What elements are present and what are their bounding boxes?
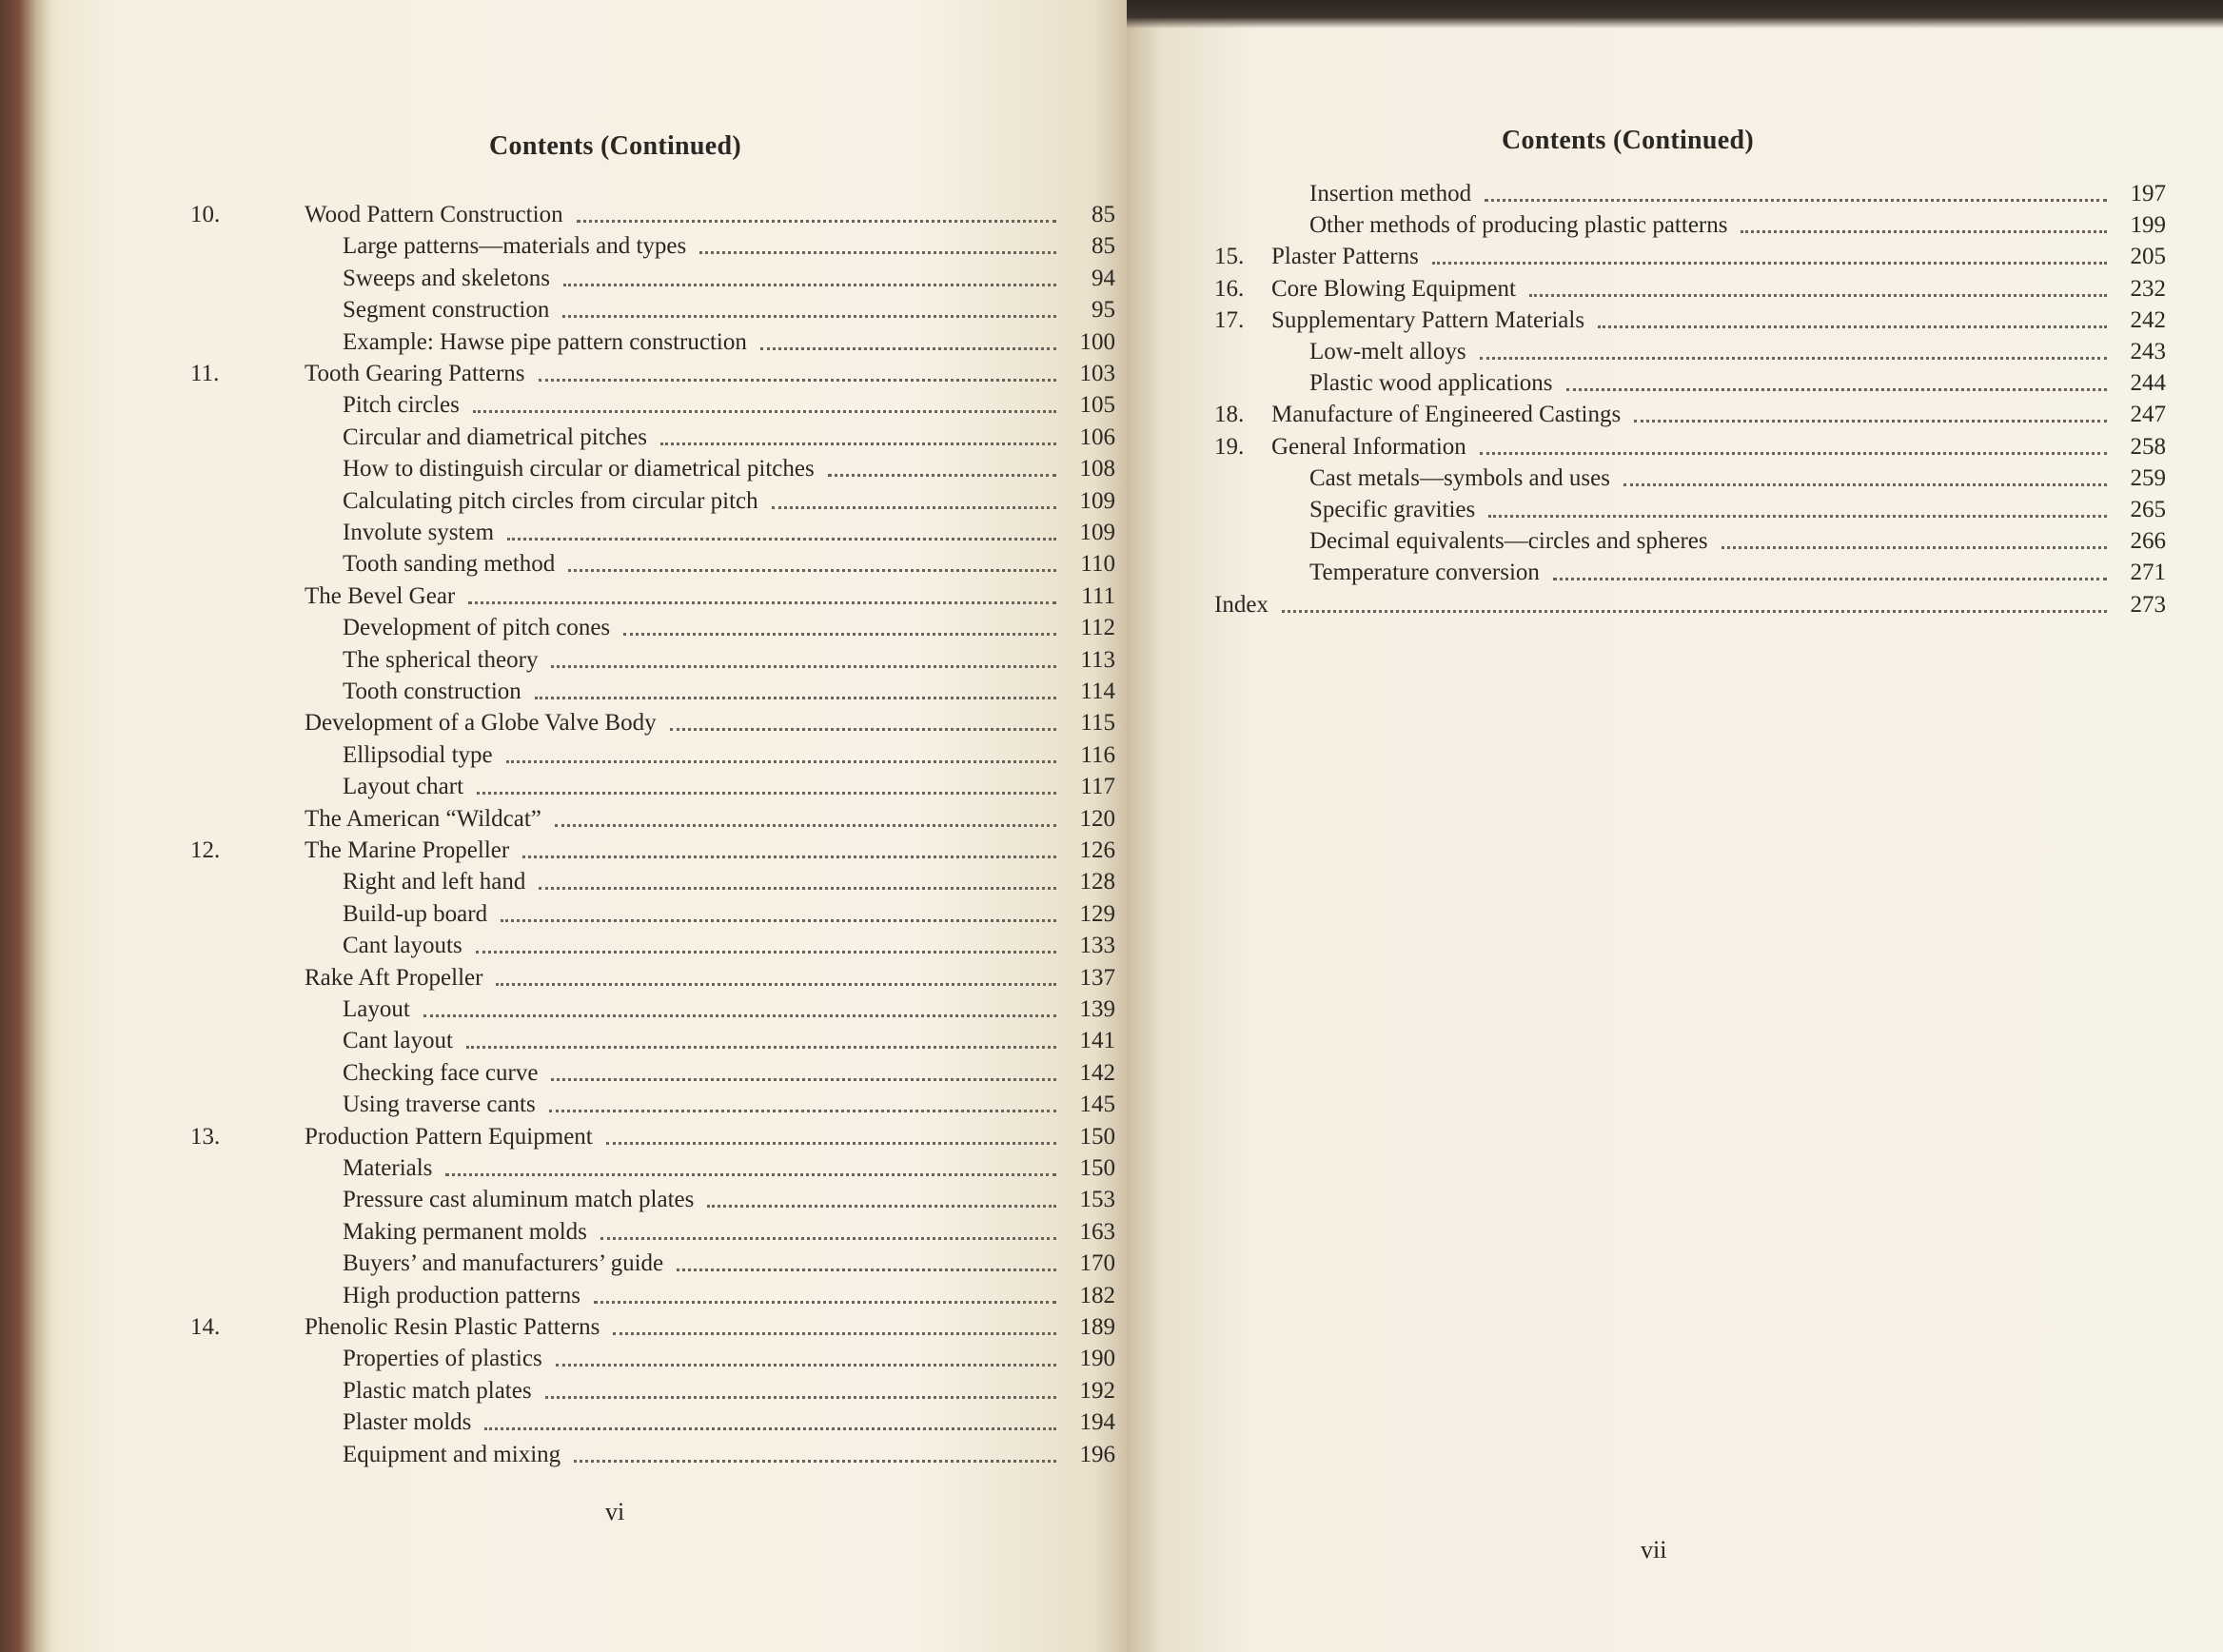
toc-entry — [1214, 240, 2166, 272]
toc-entry — [1214, 493, 2166, 525]
toc-entry — [1214, 335, 2166, 367]
dot-leader — [562, 315, 1056, 318]
toc-entry — [190, 484, 1115, 517]
page-ref: 205 — [2130, 244, 2166, 270]
toc-entry — [190, 1279, 1115, 1311]
toc-entry — [190, 961, 1115, 993]
page-ref: 133 — [1079, 933, 1115, 959]
page-ref: 112 — [1080, 615, 1115, 641]
dot-leader — [760, 347, 1056, 350]
page-ref: 115 — [1080, 710, 1115, 737]
page-ref: 94 — [1092, 265, 1115, 291]
dot-leader — [507, 538, 1056, 541]
section-title: Cast metals—symbols and uses — [1309, 464, 1610, 491]
toc-entry — [190, 643, 1115, 676]
dot-leader — [556, 1364, 1056, 1367]
toc-entry — [190, 229, 1115, 262]
page-ref: 243 — [2130, 339, 2166, 364]
dot-leader — [468, 601, 1056, 604]
right-page — [1127, 0, 2223, 1652]
toc-entry — [190, 770, 1115, 802]
toc-entry — [190, 611, 1115, 643]
toc-entry — [190, 1406, 1115, 1438]
page-ref: 128 — [1079, 869, 1115, 895]
dot-leader — [423, 1014, 1056, 1017]
dot-leader — [484, 1427, 1056, 1430]
page-ref: 145 — [1079, 1092, 1115, 1118]
section-title: Decimal equivalents—circles and spheres — [1309, 528, 1708, 555]
page-ref: 244 — [2130, 370, 2166, 397]
chapter-title: General Information — [1271, 433, 1466, 460]
toc-entry — [190, 675, 1115, 707]
dot-leader — [549, 1110, 1056, 1112]
book-edge — [0, 0, 53, 1652]
page-ref: 109 — [1079, 520, 1115, 545]
page-ref: 192 — [1079, 1377, 1115, 1404]
dot-leader — [699, 251, 1056, 254]
page-title: Contents (Continued) — [489, 131, 742, 161]
section-title: Sweeps and skeletons — [343, 265, 551, 291]
page-ref: 109 — [1079, 487, 1115, 514]
chapter-title: Plaster Patterns — [1271, 244, 1419, 270]
chapter-number: 12. — [190, 837, 221, 863]
page-ref: 103 — [1079, 361, 1115, 386]
chapter-number: 13. — [190, 1123, 221, 1150]
page-ref: 108 — [1079, 456, 1115, 482]
page-ref: 232 — [2130, 275, 2166, 302]
section-title: Making permanent molds — [343, 1218, 587, 1245]
section-title: Ellipsodial type — [343, 741, 493, 768]
section-title: Plaster molds — [343, 1409, 472, 1436]
dot-leader — [677, 1268, 1056, 1271]
toc-list — [190, 198, 1115, 1492]
chapter-number: 14. — [190, 1314, 221, 1340]
toc-entry — [190, 993, 1115, 1025]
toc-entry — [190, 897, 1115, 930]
page-ref: 242 — [2130, 306, 2166, 333]
toc-entry — [190, 1120, 1115, 1152]
dot-leader — [551, 665, 1056, 668]
dot-leader — [606, 1142, 1056, 1145]
page-ref: 150 — [1079, 1155, 1115, 1181]
section-title: Calculating pitch circles from circular pitch — [343, 487, 758, 514]
dot-leader — [445, 1173, 1056, 1176]
section-title: Equipment and mixing — [343, 1441, 561, 1467]
toc-entry — [190, 738, 1115, 771]
section-title: Low-melt alloys — [1309, 339, 1466, 364]
dot-leader — [1432, 262, 2107, 265]
page-ref: 271 — [2130, 560, 2166, 586]
toc-entry — [190, 1151, 1115, 1184]
chapter-number: 18. — [1214, 402, 1245, 428]
toc-entry — [190, 293, 1115, 325]
page-ref: 137 — [1079, 964, 1115, 991]
dot-leader — [522, 856, 1056, 858]
dot-leader — [1485, 199, 2107, 202]
chapter-title: Rake Aft Propeller — [305, 964, 483, 991]
dot-leader — [473, 410, 1056, 413]
toc-entry — [1214, 556, 2166, 588]
toc-entry — [190, 1438, 1115, 1470]
chapter-number: 10. — [190, 202, 221, 227]
section-title: Materials — [343, 1155, 433, 1181]
dot-leader — [828, 474, 1056, 477]
toc-entry — [190, 929, 1115, 961]
chapter-title: Supplementary Pattern Materials — [1271, 306, 1585, 333]
chapter-title: Phenolic Resin Plastic Patterns — [305, 1314, 600, 1340]
page-ref: 85 — [1092, 233, 1115, 260]
section-title: Involute system — [343, 520, 495, 545]
dot-leader — [600, 1237, 1056, 1240]
toc-list — [1214, 177, 2166, 653]
chapter-number: 15. — [1214, 244, 1245, 270]
page-ref: 259 — [2130, 464, 2166, 491]
toc-entry — [190, 1310, 1115, 1343]
chapter-title: The American “Wildcat” — [305, 805, 541, 832]
section-title: Cant layout — [343, 1028, 453, 1054]
page-number: vii — [1641, 1536, 1667, 1564]
toc-entry — [190, 1088, 1115, 1120]
section-title: Tooth construction — [343, 678, 521, 704]
section-title: Large patterns—materials and types — [343, 233, 687, 260]
page-ref: 150 — [1079, 1123, 1115, 1150]
chapter-number: 16. — [1214, 275, 1245, 302]
toc-entry — [1214, 366, 2166, 399]
page-ref: 266 — [2130, 528, 2166, 555]
chapter-number: 19. — [1214, 433, 1245, 460]
chapter-number: 11. — [190, 361, 220, 386]
section-title: Checking face curve — [343, 1059, 539, 1086]
chapter-title: Production Pattern Equipment — [305, 1123, 593, 1150]
page-ref: 258 — [2130, 433, 2166, 460]
page-ref: 189 — [1079, 1314, 1115, 1340]
chapter-title: The Bevel Gear — [305, 582, 456, 609]
dot-leader — [501, 919, 1056, 922]
page-ref: 114 — [1080, 678, 1115, 704]
section-title: Other methods of producing plastic patterns — [1309, 212, 1728, 239]
dot-leader — [563, 284, 1056, 286]
dot-leader — [506, 760, 1056, 763]
dot-leader — [496, 983, 1056, 986]
chapter-title: Wood Pattern Construction — [305, 202, 563, 227]
section-title: Properties of plastics — [343, 1346, 542, 1372]
section-title: Build-up board — [343, 900, 488, 927]
toc-entry — [190, 1183, 1115, 1215]
dot-leader — [623, 633, 1056, 636]
section-title: How to distinguish circular or diametrical pitches — [343, 456, 815, 482]
toc-entry — [190, 198, 1115, 230]
page-ref: 197 — [2130, 181, 2166, 206]
toc-entry — [1214, 430, 2166, 462]
dot-leader — [772, 506, 1056, 509]
toc-entry — [1214, 398, 2166, 430]
chapter-number: 17. — [1214, 306, 1245, 333]
page-ref: 142 — [1079, 1059, 1115, 1086]
toc-entry — [190, 1056, 1115, 1089]
toc-entry — [1214, 524, 2166, 557]
page-ref: 190 — [1079, 1346, 1115, 1372]
dot-leader — [594, 1301, 1056, 1304]
page-ref: 196 — [1079, 1441, 1115, 1467]
page-ref: 110 — [1080, 551, 1115, 578]
dot-leader — [568, 569, 1056, 572]
toc-entry — [190, 706, 1115, 738]
dot-leader — [707, 1205, 1056, 1208]
page-ref: 95 — [1092, 297, 1115, 324]
toc-entry — [190, 547, 1115, 580]
dot-leader — [1634, 420, 2107, 423]
page-title: Contents (Continued) — [1502, 126, 1755, 155]
chapter-title: Core Blowing Equipment — [1271, 275, 1516, 302]
page-ref: 106 — [1079, 423, 1115, 450]
toc-entry — [190, 802, 1115, 835]
dot-leader — [1480, 357, 2107, 360]
toc-entry — [190, 865, 1115, 897]
chapter-title: Index — [1214, 591, 1269, 618]
dot-leader — [574, 1460, 1056, 1463]
dot-leader — [1480, 452, 2107, 455]
section-title: Pitch circles — [343, 392, 460, 419]
page-ref: 100 — [1079, 328, 1115, 355]
section-title: Pressure cast aluminum match plates — [343, 1187, 695, 1213]
dot-leader — [551, 1078, 1056, 1081]
page-ref: 105 — [1079, 392, 1115, 419]
page-ref: 129 — [1079, 900, 1115, 927]
chapter-title: Manufacture of Engineered Castings — [1271, 402, 1622, 428]
dot-leader — [539, 379, 1056, 382]
section-title: Layout — [343, 996, 410, 1022]
toc-entry — [1214, 177, 2166, 209]
toc-entry — [190, 516, 1115, 548]
page-ref: 273 — [2130, 591, 2166, 618]
section-title: Plastic match plates — [343, 1377, 532, 1404]
left-page — [53, 0, 1127, 1652]
dot-leader — [1553, 578, 2107, 580]
section-title: Using traverse cants — [343, 1092, 536, 1118]
page-ref: 116 — [1080, 741, 1115, 768]
dot-leader — [613, 1332, 1056, 1335]
toc-entry — [190, 357, 1115, 389]
page-number: vi — [605, 1498, 625, 1525]
page-ref: 117 — [1080, 774, 1115, 800]
dot-leader — [545, 1396, 1056, 1399]
dot-leader — [535, 697, 1056, 699]
toc-entry — [190, 1374, 1115, 1406]
section-title: Temperature conversion — [1309, 560, 1540, 586]
page-ref: 141 — [1079, 1028, 1115, 1054]
page-ref: 265 — [2130, 497, 2166, 522]
toc-entry — [1214, 304, 2166, 336]
section-title: Plastic wood applications — [1309, 370, 1553, 397]
toc-entry — [1214, 272, 2166, 305]
section-title: Development of pitch cones — [343, 615, 611, 641]
toc-entry — [190, 1247, 1115, 1279]
chapter-title: Development of a Globe Valve Body — [305, 710, 657, 737]
dot-leader — [1741, 230, 2107, 233]
page-ref: 139 — [1079, 996, 1115, 1022]
dot-leader — [1721, 546, 2107, 549]
dot-leader — [1488, 515, 2107, 518]
chapter-title: The Marine Propeller — [305, 837, 510, 863]
dot-leader — [539, 887, 1056, 890]
page-ref: 126 — [1079, 837, 1115, 863]
toc-entry — [190, 1215, 1115, 1248]
page-ref: 163 — [1079, 1218, 1115, 1245]
section-title: Tooth sanding method — [343, 551, 556, 578]
toc-entry — [190, 262, 1115, 294]
dot-leader — [466, 1046, 1056, 1049]
chapter-title: Tooth Gearing Patterns — [305, 361, 525, 386]
toc-entry — [190, 388, 1115, 421]
dot-leader — [1598, 325, 2107, 328]
toc-entry — [190, 1024, 1115, 1056]
page-ref: 199 — [2130, 212, 2166, 239]
dot-leader — [1566, 388, 2107, 391]
dot-leader — [477, 792, 1056, 795]
toc-entry — [190, 452, 1115, 484]
dot-leader — [660, 442, 1056, 445]
toc-entry — [1214, 588, 2166, 620]
section-title: Specific gravities — [1309, 497, 1476, 522]
toc-entry — [190, 421, 1115, 453]
dot-leader — [577, 220, 1056, 223]
dot-leader — [476, 951, 1056, 954]
toc-entry — [190, 580, 1115, 612]
section-title: Cant layouts — [343, 933, 462, 959]
toc-entry — [190, 834, 1115, 866]
dot-leader — [1623, 483, 2107, 486]
page-ref: 85 — [1092, 202, 1115, 227]
page-ref: 120 — [1079, 805, 1115, 832]
dot-leader — [1529, 294, 2107, 297]
section-title: Insertion method — [1309, 181, 1472, 206]
section-title: Circular and diametrical pitches — [343, 423, 648, 450]
toc-entry — [1214, 208, 2166, 241]
section-title: The spherical theory — [343, 646, 539, 673]
toc-entry — [190, 1342, 1115, 1374]
dot-leader — [670, 728, 1056, 731]
page-ref: 182 — [1079, 1282, 1115, 1308]
section-title: Segment construction — [343, 297, 550, 324]
toc-entry — [1214, 462, 2166, 494]
page-ref: 170 — [1079, 1250, 1115, 1277]
page-ref: 113 — [1080, 646, 1115, 673]
dot-leader — [1282, 610, 2107, 613]
dot-leader — [555, 824, 1056, 827]
section-title: Buyers’ and manufacturers’ guide — [343, 1250, 664, 1277]
top-shadow — [1127, 0, 2223, 29]
page-ref: 247 — [2130, 402, 2166, 428]
section-title: Example: Hawse pipe pattern construction — [343, 328, 747, 355]
section-title: Layout chart — [343, 774, 464, 800]
page-ref: 194 — [1079, 1409, 1115, 1436]
section-title: High production patterns — [343, 1282, 580, 1308]
page-ref: 111 — [1081, 582, 1115, 609]
toc-entry — [190, 325, 1115, 358]
page-ref: 153 — [1079, 1187, 1115, 1213]
section-title: Right and left hand — [343, 869, 526, 895]
